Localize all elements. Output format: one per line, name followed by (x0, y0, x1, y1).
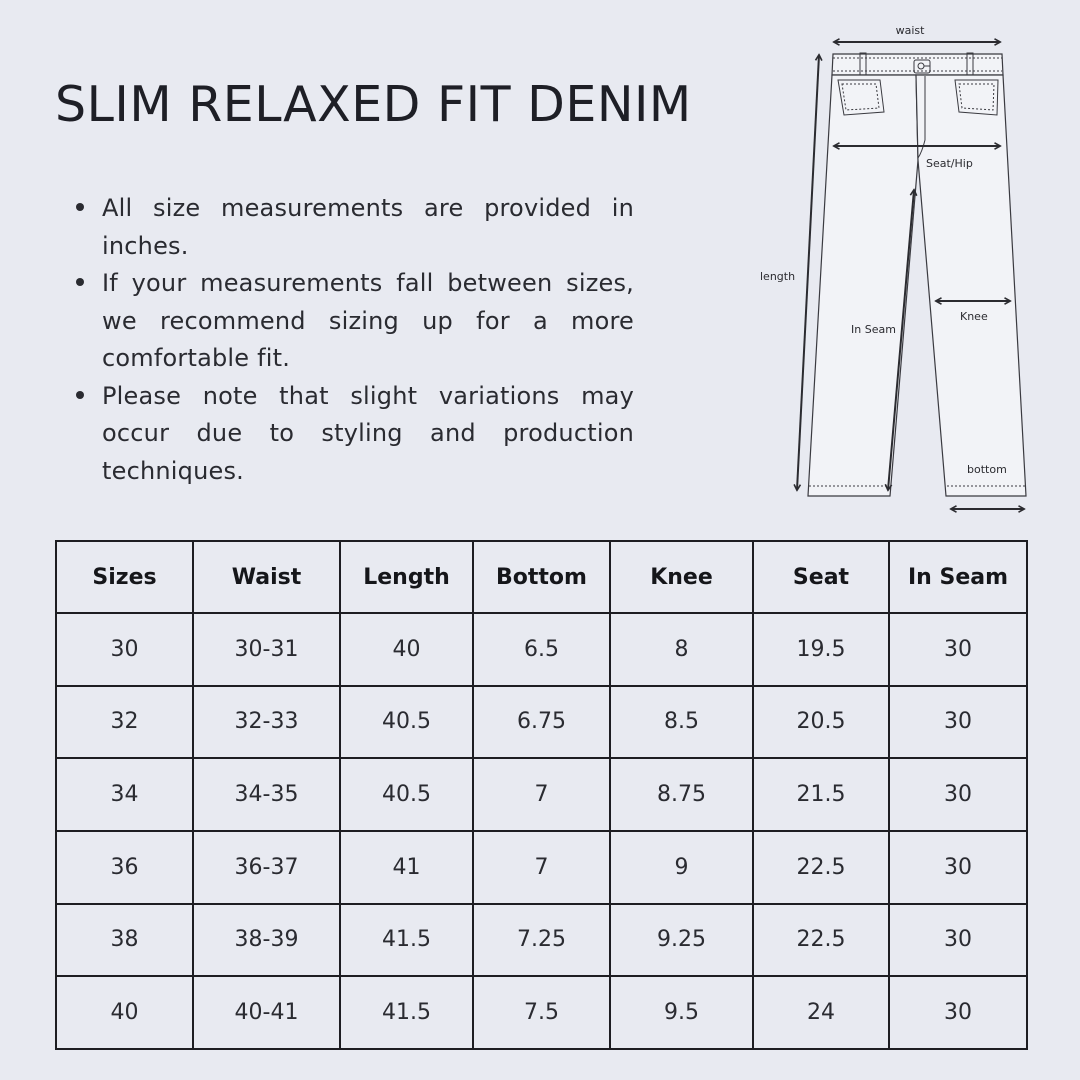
length-label: length (760, 270, 796, 283)
table-cell: 9.5 (610, 976, 753, 1049)
header-sizes: Sizes (56, 541, 193, 613)
seat-hip-label: Seat/Hip (926, 157, 973, 170)
table-cell: 30 (889, 831, 1027, 904)
page-title: SLIM RELAXED FIT DENIM (55, 76, 692, 133)
table-cell: 40.5 (340, 758, 473, 831)
header-seat: Seat (753, 541, 889, 613)
table-header-row (56, 541, 1027, 613)
table-cell: 30 (889, 904, 1027, 977)
note-text: Please note that slight variations may occur due to styling and production techniques. (102, 381, 634, 485)
size-chart-table (55, 540, 1028, 1050)
table-cell: 41.5 (340, 976, 473, 1049)
table-cell: 41 (340, 831, 473, 904)
table-cell: 36-37 (193, 831, 340, 904)
table-cell: 30-31 (193, 613, 340, 686)
table-row (56, 686, 1027, 759)
table-cell: 7 (473, 831, 610, 904)
table-row (56, 976, 1027, 1049)
note-item (72, 190, 634, 265)
jeans-outline-icon (808, 54, 1026, 496)
bullet-icon (76, 278, 84, 286)
table-cell: 30 (889, 976, 1027, 1049)
jeans-measurement-diagram (750, 18, 1050, 523)
table-cell: 7.5 (473, 976, 610, 1049)
note-text: If your measurements fall between sizes, we recommend sizing up for a more comfortable fit. (102, 269, 634, 372)
table-cell: 6.75 (473, 686, 610, 759)
table-cell: 40 (56, 976, 193, 1049)
table-cell: 8.5 (610, 686, 753, 759)
table-cell: 36 (56, 831, 193, 904)
knee-label: Knee (960, 310, 988, 323)
table-cell: 30 (889, 758, 1027, 831)
header-knee: Knee (610, 541, 753, 613)
table-cell: 41.5 (340, 904, 473, 977)
table-row (56, 613, 1027, 686)
table-cell: 22.5 (753, 904, 889, 977)
size-notes-list (72, 190, 634, 490)
table-cell: 7.25 (473, 904, 610, 977)
header-in-seam: In Seam (889, 541, 1027, 613)
table-cell: 19.5 (753, 613, 889, 686)
header-length: Length (340, 541, 473, 613)
table-cell: 8.75 (610, 758, 753, 831)
header-bottom: Bottom (473, 541, 610, 613)
table-cell: 24 (753, 976, 889, 1049)
table-cell: 40.5 (340, 686, 473, 759)
table-cell: 32 (56, 686, 193, 759)
table-cell: 40 (340, 613, 473, 686)
table-cell: 22.5 (753, 831, 889, 904)
table-cell: 38 (56, 904, 193, 977)
note-text: All size measurements are provided in inches. (102, 194, 634, 260)
table-cell: 7 (473, 758, 610, 831)
header-waist: Waist (193, 541, 340, 613)
bottom-label: bottom (967, 463, 1007, 476)
table-cell: 6.5 (473, 613, 610, 686)
waist-label: waist (895, 24, 925, 37)
table-cell: 30 (889, 686, 1027, 759)
in-seam-label: In Seam (851, 323, 896, 336)
table-cell: 20.5 (753, 686, 889, 759)
table-cell: 30 (889, 613, 1027, 686)
table-cell: 21.5 (753, 758, 889, 831)
table-cell: 34 (56, 758, 193, 831)
table-cell: 40-41 (193, 976, 340, 1049)
bullet-icon (76, 203, 84, 211)
note-item (72, 265, 634, 378)
bullet-icon (76, 391, 84, 399)
table-cell: 9 (610, 831, 753, 904)
table-cell: 38-39 (193, 904, 340, 977)
table-row (56, 758, 1027, 831)
table-cell: 9.25 (610, 904, 753, 977)
table-cell: 32-33 (193, 686, 340, 759)
table-cell: 34-35 (193, 758, 340, 831)
note-item (72, 378, 634, 491)
table-cell: 8 (610, 613, 753, 686)
table-row (56, 904, 1027, 977)
table-cell: 30 (56, 613, 193, 686)
table-row (56, 831, 1027, 904)
